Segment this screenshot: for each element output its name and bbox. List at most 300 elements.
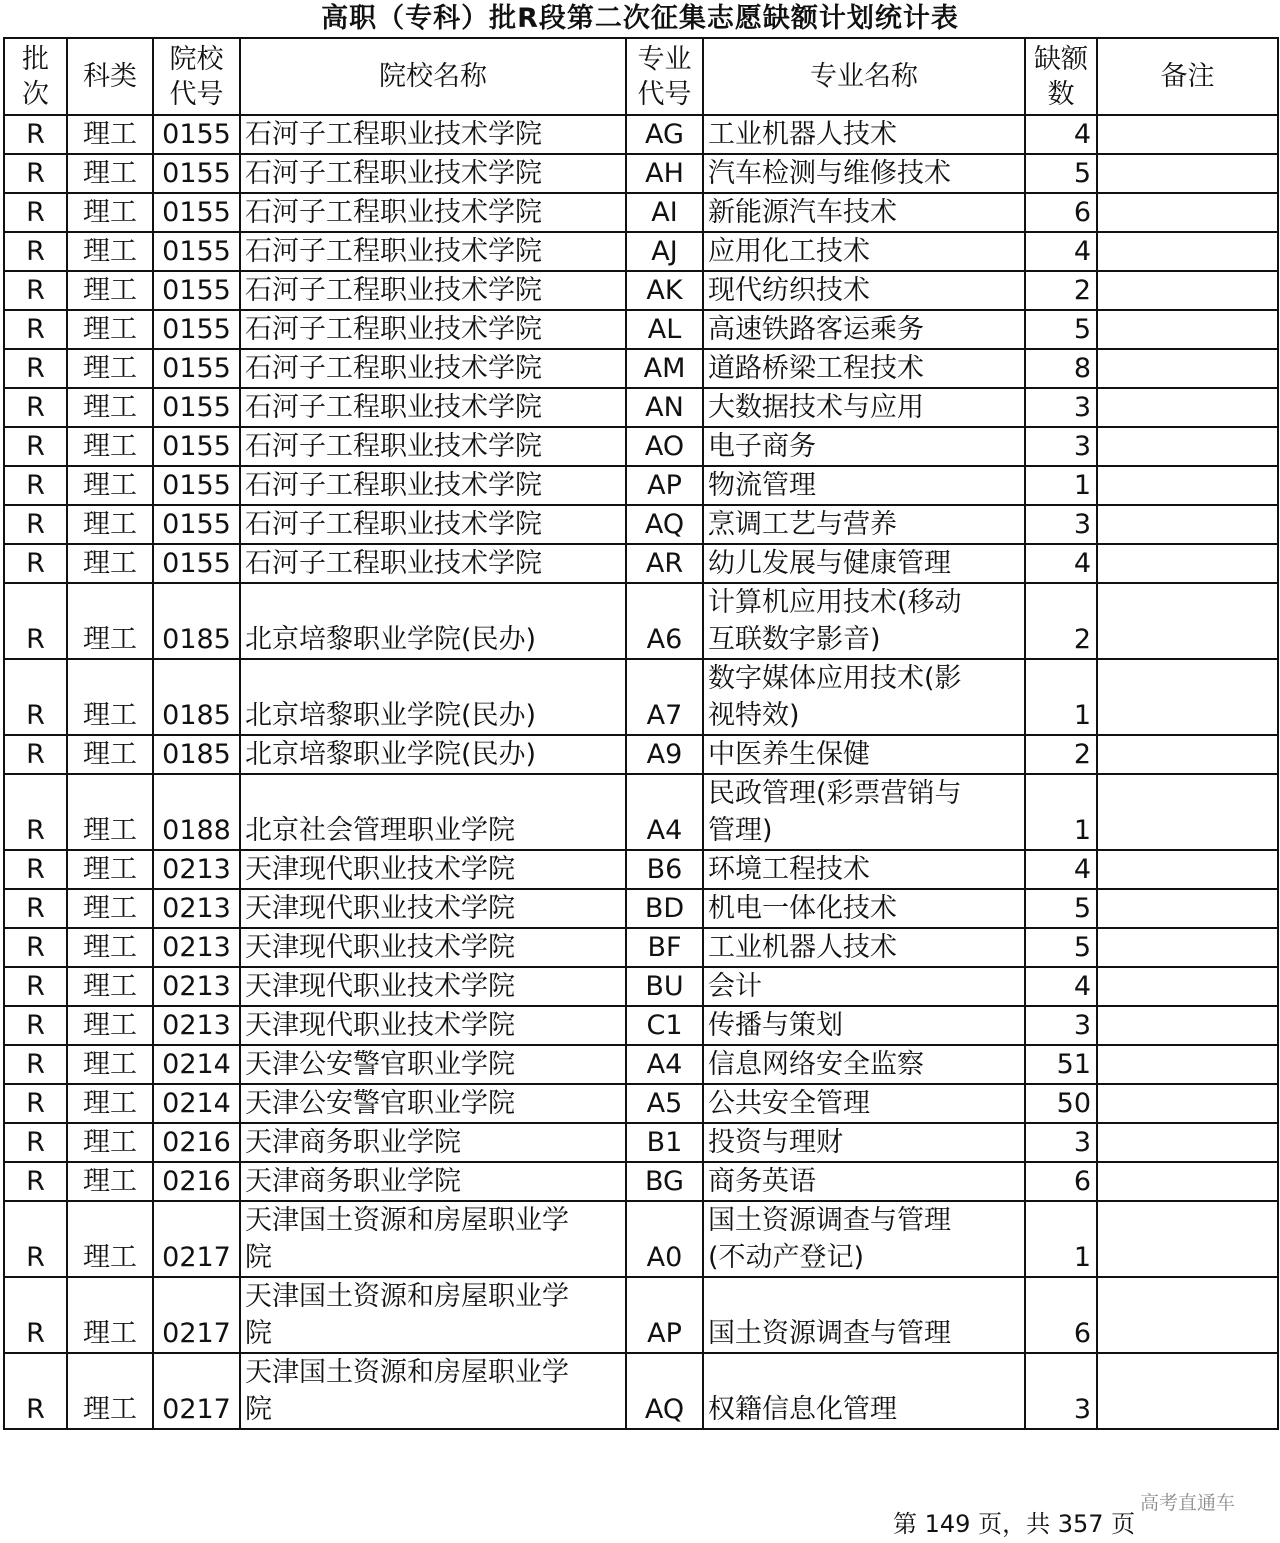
major-name-cell-line: 新能源汽车技术 xyxy=(708,197,897,228)
school-name-cell-line: 天津现代职业技术学院 xyxy=(245,854,515,885)
category-cell: 理工 xyxy=(67,1123,153,1162)
school-name-cell xyxy=(240,1123,626,1162)
table-row xyxy=(4,583,1278,659)
category-cell: 理工 xyxy=(67,1006,153,1045)
school-name-cell xyxy=(240,349,626,388)
major-code-cell: AM xyxy=(626,349,703,388)
school-name-cell-line: 天津现代职业技术学院 xyxy=(245,893,515,924)
school-name-cell-line: 北京培黎职业学院(民办) xyxy=(245,624,537,655)
school-name-cell-line: 石河子工程职业技术学院 xyxy=(245,392,542,423)
category-cell: 理工 xyxy=(67,193,153,232)
school-name-cell xyxy=(240,659,626,735)
category-cell: 理工 xyxy=(67,388,153,427)
school-name-cell xyxy=(240,427,626,466)
table-row xyxy=(4,1006,1278,1045)
major-code-cell: AJ xyxy=(626,232,703,271)
major-name-cell xyxy=(703,232,1025,271)
school-name-cell-line: 天津商务职业学院 xyxy=(245,1166,461,1197)
table-row xyxy=(4,774,1278,850)
table-row xyxy=(4,505,1278,544)
school-code-cell: 0216 xyxy=(153,1162,240,1201)
remark-cell xyxy=(1097,1045,1278,1084)
page-title: 高职（专科）批R段第二次征集志愿缺额计划统计表 xyxy=(321,3,959,34)
category-cell: 理工 xyxy=(67,659,153,735)
batch-cell: R xyxy=(4,388,67,427)
vacancies-cell: 4 xyxy=(1025,850,1097,889)
category-cell: 理工 xyxy=(67,1045,153,1084)
major-code-cell: AG xyxy=(626,115,703,154)
major-name-cell-line: 道路桥梁工程技术 xyxy=(708,353,924,384)
batch-cell: R xyxy=(4,850,67,889)
school-name-cell xyxy=(240,1353,626,1429)
major-name-cell xyxy=(703,544,1025,583)
remark-cell xyxy=(1097,388,1278,427)
major-code-cell: AN xyxy=(626,388,703,427)
remark-cell xyxy=(1097,349,1278,388)
table-row xyxy=(4,427,1278,466)
major-name-cell-line: 传播与策划 xyxy=(708,1010,843,1041)
school-code-cell: 0155 xyxy=(153,505,240,544)
remark-cell xyxy=(1097,115,1278,154)
batch-cell: R xyxy=(4,544,67,583)
major-name-cell xyxy=(703,154,1025,193)
major-name-cell-line: 管理) xyxy=(708,815,773,846)
vacancies-cell: 6 xyxy=(1025,1162,1097,1201)
school-name-cell-line: 天津国土资源和房屋职业学 xyxy=(245,1357,569,1388)
school-code-cell: 0216 xyxy=(153,1123,240,1162)
major-name-cell-line: (不动产登记) xyxy=(708,1242,865,1273)
vacancies-cell: 4 xyxy=(1025,967,1097,1006)
remark-cell xyxy=(1097,1006,1278,1045)
major-name-cell-line: 视特效) xyxy=(708,700,800,731)
school-name-cell-line: 石河子工程职业技术学院 xyxy=(245,197,542,228)
table-row xyxy=(4,544,1278,583)
batch-cell: R xyxy=(4,1277,67,1353)
watermark: 高考直通车 xyxy=(1140,1492,1236,1514)
vacancy-table xyxy=(3,37,1279,1430)
school-name-cell-line: 石河子工程职业技术学院 xyxy=(245,275,542,306)
school-code-cell: 0185 xyxy=(153,735,240,774)
major-name-cell xyxy=(703,889,1025,928)
major-name-cell-line: 中医养生保健 xyxy=(708,739,870,770)
major-code-cell: A7 xyxy=(626,659,703,735)
table-row xyxy=(4,1353,1278,1429)
school-name-cell-line: 石河子工程职业技术学院 xyxy=(245,509,542,540)
major-name-cell xyxy=(703,1353,1025,1429)
major-name-cell-line: 计算机应用技术(移动 xyxy=(708,587,962,618)
batch-cell: R xyxy=(4,967,67,1006)
school-code-cell: 0217 xyxy=(153,1201,240,1277)
major-name-cell xyxy=(703,271,1025,310)
major-code-cell: BG xyxy=(626,1162,703,1201)
major-code-cell: AH xyxy=(626,154,703,193)
batch-cell: R xyxy=(4,310,67,349)
category-cell: 理工 xyxy=(67,115,153,154)
school-code-cell: 0217 xyxy=(153,1353,240,1429)
page-number: 第 149 页，共 357 页 xyxy=(893,1510,1136,1538)
major-name-cell xyxy=(703,310,1025,349)
remark-cell xyxy=(1097,1353,1278,1429)
remark-cell xyxy=(1097,310,1278,349)
header-school-name: 院校名称 xyxy=(240,38,626,115)
vacancies-cell: 2 xyxy=(1025,735,1097,774)
school-name-cell xyxy=(240,154,626,193)
major-code-cell: AP xyxy=(626,1277,703,1353)
school-name-cell xyxy=(240,115,626,154)
major-code-cell: A4 xyxy=(626,1045,703,1084)
major-name-cell xyxy=(703,193,1025,232)
remark-cell xyxy=(1097,232,1278,271)
header-batch: 批 次 xyxy=(4,38,67,115)
batch-cell: R xyxy=(4,1201,67,1277)
school-name-cell-line: 石河子工程职业技术学院 xyxy=(245,119,542,150)
vacancies-cell: 2 xyxy=(1025,583,1097,659)
vacancies-cell: 51 xyxy=(1025,1045,1097,1084)
vacancies-cell: 5 xyxy=(1025,154,1097,193)
major-code-cell: A6 xyxy=(626,583,703,659)
school-code-cell: 0188 xyxy=(153,774,240,850)
school-name-cell xyxy=(240,544,626,583)
category-cell: 理工 xyxy=(67,1201,153,1277)
vacancies-cell: 5 xyxy=(1025,310,1097,349)
school-code-cell: 0217 xyxy=(153,1277,240,1353)
major-name-cell-line: 公共安全管理 xyxy=(708,1088,870,1119)
remark-cell xyxy=(1097,154,1278,193)
table-row xyxy=(4,193,1278,232)
batch-cell: R xyxy=(4,735,67,774)
major-name-cell-line: 现代纺织技术 xyxy=(708,275,870,306)
major-name-cell-line: 物流管理 xyxy=(708,470,816,501)
school-code-cell: 0155 xyxy=(153,232,240,271)
school-name-cell xyxy=(240,967,626,1006)
vacancies-cell: 1 xyxy=(1025,659,1097,735)
table-row xyxy=(4,1123,1278,1162)
major-name-cell xyxy=(703,774,1025,850)
remark-cell xyxy=(1097,1277,1278,1353)
category-cell: 理工 xyxy=(67,735,153,774)
table-row xyxy=(4,154,1278,193)
vacancies-cell: 3 xyxy=(1025,1353,1097,1429)
major-code-cell: AL xyxy=(626,310,703,349)
table-row xyxy=(4,928,1278,967)
major-code-cell: AQ xyxy=(626,505,703,544)
major-name-cell xyxy=(703,1123,1025,1162)
major-name-cell-line: 投资与理财 xyxy=(708,1127,843,1158)
school-name-cell xyxy=(240,232,626,271)
major-code-cell: AI xyxy=(626,193,703,232)
remark-cell xyxy=(1097,850,1278,889)
batch-cell: R xyxy=(4,154,67,193)
vacancies-cell: 1 xyxy=(1025,466,1097,505)
school-name-cell-line: 北京培黎职业学院(民办) xyxy=(245,739,537,770)
batch-cell: R xyxy=(4,774,67,850)
major-name-cell xyxy=(703,1045,1025,1084)
major-code-cell: A0 xyxy=(626,1201,703,1277)
vacancies-cell: 6 xyxy=(1025,1277,1097,1353)
major-code-cell: AQ xyxy=(626,1353,703,1429)
major-code-cell: A5 xyxy=(626,1084,703,1123)
remark-cell xyxy=(1097,1123,1278,1162)
remark-cell xyxy=(1097,466,1278,505)
vacancies-cell: 4 xyxy=(1025,232,1097,271)
major-code-cell: B6 xyxy=(626,850,703,889)
school-name-cell-line: 天津现代职业技术学院 xyxy=(245,932,515,963)
school-name-cell-line: 天津公安警官职业学院 xyxy=(245,1049,515,1080)
remark-cell xyxy=(1097,583,1278,659)
major-name-cell xyxy=(703,659,1025,735)
category-cell: 理工 xyxy=(67,271,153,310)
school-code-cell: 0213 xyxy=(153,928,240,967)
vacancies-cell: 5 xyxy=(1025,889,1097,928)
major-name-cell xyxy=(703,1277,1025,1353)
school-name-cell-line: 天津现代职业技术学院 xyxy=(245,971,515,1002)
table-row xyxy=(4,1162,1278,1201)
batch-cell: R xyxy=(4,889,67,928)
category-cell: 理工 xyxy=(67,583,153,659)
school-name-cell xyxy=(240,466,626,505)
table-row xyxy=(4,1201,1278,1277)
major-code-cell: BD xyxy=(626,889,703,928)
category-cell: 理工 xyxy=(67,1162,153,1201)
major-name-cell-line: 大数据技术与应用 xyxy=(708,392,924,423)
vacancies-cell: 5 xyxy=(1025,928,1097,967)
major-name-cell xyxy=(703,427,1025,466)
category-cell: 理工 xyxy=(67,850,153,889)
table-row xyxy=(4,310,1278,349)
school-code-cell: 0155 xyxy=(153,271,240,310)
category-cell: 理工 xyxy=(67,466,153,505)
category-cell: 理工 xyxy=(67,505,153,544)
major-code-cell: BF xyxy=(626,928,703,967)
major-name-cell-line: 权籍信息化管理 xyxy=(708,1394,897,1425)
header-school-code: 院校 代号 xyxy=(153,38,240,115)
category-cell: 理工 xyxy=(67,154,153,193)
vacancies-cell: 3 xyxy=(1025,427,1097,466)
header-category: 科类 xyxy=(67,38,153,115)
batch-cell: R xyxy=(4,466,67,505)
batch-cell: R xyxy=(4,427,67,466)
table-row xyxy=(4,271,1278,310)
category-cell: 理工 xyxy=(67,427,153,466)
vacancies-cell: 3 xyxy=(1025,388,1097,427)
category-cell: 理工 xyxy=(67,232,153,271)
school-code-cell: 0155 xyxy=(153,466,240,505)
major-name-cell xyxy=(703,466,1025,505)
major-name-cell-line: 商务英语 xyxy=(708,1166,816,1197)
major-name-cell-line: 电子商务 xyxy=(708,431,816,462)
major-name-cell-line: 信息网络安全监察 xyxy=(708,1049,924,1080)
remark-cell xyxy=(1097,967,1278,1006)
major-name-cell-line: 高速铁路客运乘务 xyxy=(708,314,924,345)
table-row xyxy=(4,1045,1278,1084)
header-vacancies: 缺额 数 xyxy=(1025,38,1097,115)
vacancies-cell: 3 xyxy=(1025,1123,1097,1162)
major-name-cell xyxy=(703,1162,1025,1201)
remark-cell xyxy=(1097,735,1278,774)
category-cell: 理工 xyxy=(67,310,153,349)
vacancies-cell: 3 xyxy=(1025,505,1097,544)
school-name-cell xyxy=(240,1045,626,1084)
table-row xyxy=(4,850,1278,889)
vacancies-cell: 6 xyxy=(1025,193,1097,232)
school-code-cell: 0214 xyxy=(153,1084,240,1123)
school-name-cell-line: 石河子工程职业技术学院 xyxy=(245,353,542,384)
major-name-cell xyxy=(703,1201,1025,1277)
school-name-cell xyxy=(240,388,626,427)
vacancies-cell: 3 xyxy=(1025,1006,1097,1045)
batch-cell: R xyxy=(4,659,67,735)
remark-cell xyxy=(1097,427,1278,466)
batch-cell: R xyxy=(4,1084,67,1123)
vacancies-cell: 4 xyxy=(1025,115,1097,154)
category-cell: 理工 xyxy=(67,967,153,1006)
remark-cell xyxy=(1097,1201,1278,1277)
batch-cell: R xyxy=(4,193,67,232)
school-code-cell: 0214 xyxy=(153,1045,240,1084)
category-cell: 理工 xyxy=(67,928,153,967)
category-cell: 理工 xyxy=(67,544,153,583)
remark-cell xyxy=(1097,1084,1278,1123)
header-remark: 备注 xyxy=(1097,38,1278,115)
school-name-cell xyxy=(240,735,626,774)
batch-cell: R xyxy=(4,1123,67,1162)
school-name-cell-line: 天津国土资源和房屋职业学 xyxy=(245,1281,569,1312)
table-row xyxy=(4,349,1278,388)
school-name-cell xyxy=(240,889,626,928)
batch-cell: R xyxy=(4,271,67,310)
school-code-cell: 0155 xyxy=(153,349,240,388)
school-code-cell: 0185 xyxy=(153,659,240,735)
major-name-cell-line: 烹调工艺与营养 xyxy=(708,509,897,540)
major-name-cell xyxy=(703,850,1025,889)
major-name-cell-line: 会计 xyxy=(708,971,762,1002)
batch-cell: R xyxy=(4,583,67,659)
category-cell: 理工 xyxy=(67,1277,153,1353)
remark-cell xyxy=(1097,505,1278,544)
school-name-cell xyxy=(240,774,626,850)
school-name-cell-line: 北京培黎职业学院(民办) xyxy=(245,700,537,731)
school-name-cell-line: 石河子工程职业技术学院 xyxy=(245,431,542,462)
school-name-cell xyxy=(240,1162,626,1201)
vacancies-cell: 1 xyxy=(1025,1201,1097,1277)
batch-cell: R xyxy=(4,232,67,271)
major-name-cell xyxy=(703,115,1025,154)
school-name-cell xyxy=(240,1277,626,1353)
school-name-cell xyxy=(240,505,626,544)
major-name-cell-line: 数字媒体应用技术(影 xyxy=(708,663,962,694)
school-name-cell-line: 院 xyxy=(245,1318,272,1349)
major-name-cell xyxy=(703,583,1025,659)
school-name-cell-line: 石河子工程职业技术学院 xyxy=(245,548,542,579)
school-name-cell-line: 天津国土资源和房屋职业学 xyxy=(245,1205,569,1236)
school-code-cell: 0213 xyxy=(153,967,240,1006)
school-code-cell: 0155 xyxy=(153,427,240,466)
remark-cell xyxy=(1097,193,1278,232)
vacancies-cell: 2 xyxy=(1025,271,1097,310)
major-name-cell-line: 应用化工技术 xyxy=(708,236,870,267)
major-name-cell-line: 互联数字影音) xyxy=(708,624,881,655)
remark-cell xyxy=(1097,659,1278,735)
table-row xyxy=(4,115,1278,154)
school-name-cell xyxy=(240,928,626,967)
vacancies-cell: 1 xyxy=(1025,774,1097,850)
school-name-cell xyxy=(240,583,626,659)
table-row xyxy=(4,967,1278,1006)
batch-cell: R xyxy=(4,349,67,388)
major-name-cell xyxy=(703,735,1025,774)
school-name-cell-line: 院 xyxy=(245,1242,272,1273)
school-name-cell xyxy=(240,271,626,310)
major-name-cell xyxy=(703,1084,1025,1123)
batch-cell: R xyxy=(4,928,67,967)
table-row xyxy=(4,735,1278,774)
category-cell: 理工 xyxy=(67,774,153,850)
school-name-cell xyxy=(240,1006,626,1045)
batch-cell: R xyxy=(4,1045,67,1084)
vacancies-cell: 50 xyxy=(1025,1084,1097,1123)
vacancies-cell: 8 xyxy=(1025,349,1097,388)
batch-cell: R xyxy=(4,1353,67,1429)
major-code-cell: AK xyxy=(626,271,703,310)
table-row xyxy=(4,659,1278,735)
major-code-cell: AP xyxy=(626,466,703,505)
school-name-cell-line: 天津现代职业技术学院 xyxy=(245,1010,515,1041)
category-cell: 理工 xyxy=(67,1084,153,1123)
table-row xyxy=(4,466,1278,505)
vacancies-cell: 4 xyxy=(1025,544,1097,583)
school-code-cell: 0155 xyxy=(153,544,240,583)
major-name-cell-line: 国土资源调查与管理 xyxy=(708,1318,951,1349)
school-name-cell xyxy=(240,310,626,349)
header-major-code: 专业 代号 xyxy=(626,38,703,115)
school-name-cell-line: 石河子工程职业技术学院 xyxy=(245,236,542,267)
remark-cell xyxy=(1097,1162,1278,1201)
major-name-cell xyxy=(703,967,1025,1006)
category-cell: 理工 xyxy=(67,1353,153,1429)
major-code-cell: AR xyxy=(626,544,703,583)
school-name-cell-line: 石河子工程职业技术学院 xyxy=(245,158,542,189)
major-name-cell-line: 汽车检测与维修技术 xyxy=(708,158,951,189)
major-code-cell: AO xyxy=(626,427,703,466)
school-code-cell: 0155 xyxy=(153,115,240,154)
major-name-cell xyxy=(703,1006,1025,1045)
major-code-cell: B1 xyxy=(626,1123,703,1162)
school-code-cell: 0155 xyxy=(153,310,240,349)
batch-cell: R xyxy=(4,505,67,544)
category-cell: 理工 xyxy=(67,889,153,928)
major-code-cell: C1 xyxy=(626,1006,703,1045)
batch-cell: R xyxy=(4,1006,67,1045)
school-code-cell: 0155 xyxy=(153,154,240,193)
table-row xyxy=(4,889,1278,928)
table-row xyxy=(4,232,1278,271)
school-name-cell xyxy=(240,1201,626,1277)
school-name-cell xyxy=(240,193,626,232)
major-name-cell-line: 环境工程技术 xyxy=(708,854,870,885)
batch-cell: R xyxy=(4,1162,67,1201)
major-name-cell xyxy=(703,349,1025,388)
school-name-cell-line: 北京社会管理职业学院 xyxy=(245,815,515,846)
school-name-cell-line: 石河子工程职业技术学院 xyxy=(245,314,542,345)
school-code-cell: 0185 xyxy=(153,583,240,659)
major-code-cell: BU xyxy=(626,967,703,1006)
remark-cell xyxy=(1097,889,1278,928)
school-name-cell xyxy=(240,1084,626,1123)
header-major-name: 专业名称 xyxy=(703,38,1025,115)
batch-cell: R xyxy=(4,115,67,154)
school-name-cell-line: 石河子工程职业技术学院 xyxy=(245,470,542,501)
remark-cell xyxy=(1097,928,1278,967)
